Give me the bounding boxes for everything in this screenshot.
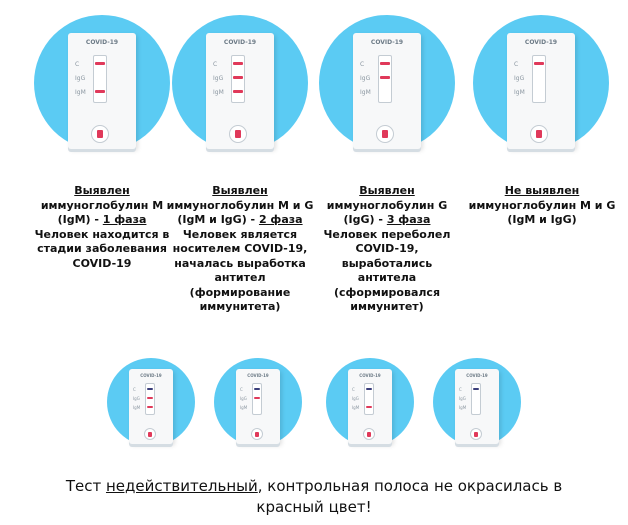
label-c: C	[514, 61, 519, 68]
description-line: стадии заболевания	[37, 242, 167, 255]
result-status: Выявлен	[212, 184, 268, 197]
label-igm: IgM	[75, 89, 86, 96]
sample-well	[470, 428, 482, 440]
antibody-line: иммуноглобулин G	[326, 198, 448, 212]
note-highlight: недействительный	[105, 477, 258, 495]
label-igm: IgM	[514, 89, 525, 96]
sample-drop-icon	[474, 432, 478, 437]
description-line: иммунитета)	[199, 300, 281, 313]
result-window	[145, 383, 155, 415]
result-window	[378, 55, 392, 103]
invalid-test-1	[107, 358, 195, 446]
sample-well	[363, 428, 375, 440]
description-line: выработались антитела	[341, 256, 433, 284]
igg-line	[254, 397, 260, 399]
result-window	[252, 383, 262, 415]
label-c: C	[360, 61, 365, 68]
label-c: C	[240, 387, 243, 392]
label-igm: IgM	[240, 405, 248, 410]
cassette-title: COVID-19	[359, 373, 381, 378]
sample-drop-icon	[367, 432, 371, 437]
label-igg: IgG	[459, 396, 466, 401]
sample-well	[91, 125, 109, 143]
test-cassette	[507, 33, 575, 149]
description-line: (формирование	[189, 285, 291, 299]
description-line: Человек находится в	[34, 227, 170, 241]
result-status: Не выявлен	[504, 184, 580, 197]
antibody-line: (IgM) -	[57, 213, 103, 226]
sample-well	[144, 428, 156, 440]
sample-drop-icon	[97, 130, 103, 138]
test-negative	[473, 15, 609, 151]
control-line	[233, 62, 243, 65]
description-line: COVID-19	[72, 256, 132, 270]
test-positive-igg	[319, 15, 455, 151]
antibody-line: (IgG) -	[343, 213, 387, 226]
control-line	[380, 62, 390, 65]
control-line	[254, 388, 260, 390]
cassette-title: COVID-19	[223, 39, 257, 46]
igm-line	[95, 90, 105, 93]
label-igm: IgM	[352, 405, 360, 410]
sample-well	[251, 428, 263, 440]
sample-drop-icon	[235, 130, 241, 138]
note-text: , контрольная полоса не окрасилась в	[257, 477, 563, 495]
label-igg: IgG	[213, 75, 224, 82]
cassette-title: COVID-19	[370, 39, 404, 46]
antibody-line: иммуноглобулин M и G	[166, 198, 314, 212]
label-igm: IgM	[133, 405, 141, 410]
control-line	[534, 62, 544, 65]
antibody-line: иммуноглобулин М	[40, 198, 164, 212]
result-window	[532, 55, 546, 103]
control-line	[95, 62, 105, 65]
antibody-line: (IgM и IgG) -	[177, 213, 259, 226]
label-igg: IgG	[240, 396, 247, 401]
label-igm: IgM	[459, 405, 467, 410]
label-igm: IgM	[360, 89, 371, 96]
note-text: Тест	[65, 477, 106, 495]
test-cassette	[348, 369, 392, 444]
cassette-title: COVID-19	[85, 39, 119, 46]
invalid-test-3	[326, 358, 414, 446]
test-cassette	[353, 33, 421, 149]
description-line: носителем COVID-19,	[172, 242, 308, 255]
result-window	[471, 383, 481, 415]
description-line: Человек является	[182, 227, 298, 241]
result-status: Выявлен	[74, 184, 130, 197]
phase-label: 3 фаза	[386, 213, 431, 226]
phase-label: 1 фаза	[102, 213, 147, 226]
sample-well	[530, 125, 548, 143]
caption-positive-igm-igg	[162, 184, 318, 315]
label-igm: IgM	[213, 89, 224, 96]
description-line: антител	[214, 271, 266, 284]
igm-line	[366, 406, 372, 408]
cassette-title: COVID-19	[524, 39, 558, 46]
test-cassette	[236, 369, 280, 444]
igg-line	[380, 76, 390, 79]
antibody-line: (IgM и IgG)	[507, 213, 577, 226]
sample-well	[376, 125, 394, 143]
caption-positive-igg	[312, 184, 462, 315]
sample-drop-icon	[255, 432, 259, 437]
control-line	[473, 388, 479, 390]
control-line	[147, 388, 153, 390]
invalid-test-note	[40, 476, 588, 518]
label-c: C	[352, 387, 355, 392]
test-positive-igm	[34, 15, 170, 151]
label-c: C	[213, 61, 218, 68]
label-igg: IgG	[360, 75, 371, 82]
phase-label: 2 фаза	[258, 213, 303, 226]
sample-drop-icon	[536, 130, 542, 138]
result-window	[364, 383, 374, 415]
invalid-test-2	[214, 358, 302, 446]
description-line: иммунитет)	[350, 300, 424, 313]
label-c: C	[133, 387, 136, 392]
sample-drop-icon	[148, 432, 152, 437]
note-text: красный цвет!	[256, 498, 372, 516]
label-igg: IgG	[352, 396, 359, 401]
igm-line	[147, 406, 153, 408]
control-line	[366, 388, 372, 390]
result-window	[93, 55, 107, 103]
result-window	[231, 55, 245, 103]
caption-positive-igm	[22, 184, 182, 271]
igm-line	[233, 90, 243, 93]
cassette-title: COVID-19	[247, 373, 269, 378]
sample-well	[229, 125, 247, 143]
test-cassette	[206, 33, 274, 149]
label-igg: IgG	[75, 75, 86, 82]
test-positive-igm-igg	[172, 15, 308, 151]
cassette-title: COVID-19	[466, 373, 488, 378]
igg-line	[233, 76, 243, 79]
cassette-title: COVID-19	[140, 373, 162, 378]
description-line: Человек переболел	[323, 227, 451, 241]
result-status: Выявлен	[359, 184, 415, 197]
description-line: началась выработка	[174, 256, 306, 270]
invalid-test-4	[433, 358, 521, 446]
test-cassette	[68, 33, 136, 149]
description-line: (сформировался	[333, 285, 441, 299]
test-cassette	[455, 369, 499, 444]
label-c: C	[75, 61, 80, 68]
label-igg: IgG	[514, 75, 525, 82]
test-cassette	[129, 369, 173, 444]
antibody-line: иммуноглобулин M и G	[468, 198, 616, 212]
label-c: C	[459, 387, 462, 392]
igg-line	[147, 397, 153, 399]
label-igg: IgG	[133, 396, 140, 401]
sample-drop-icon	[382, 130, 388, 138]
caption-negative	[462, 184, 622, 228]
description-line: COVID-19,	[355, 242, 419, 255]
